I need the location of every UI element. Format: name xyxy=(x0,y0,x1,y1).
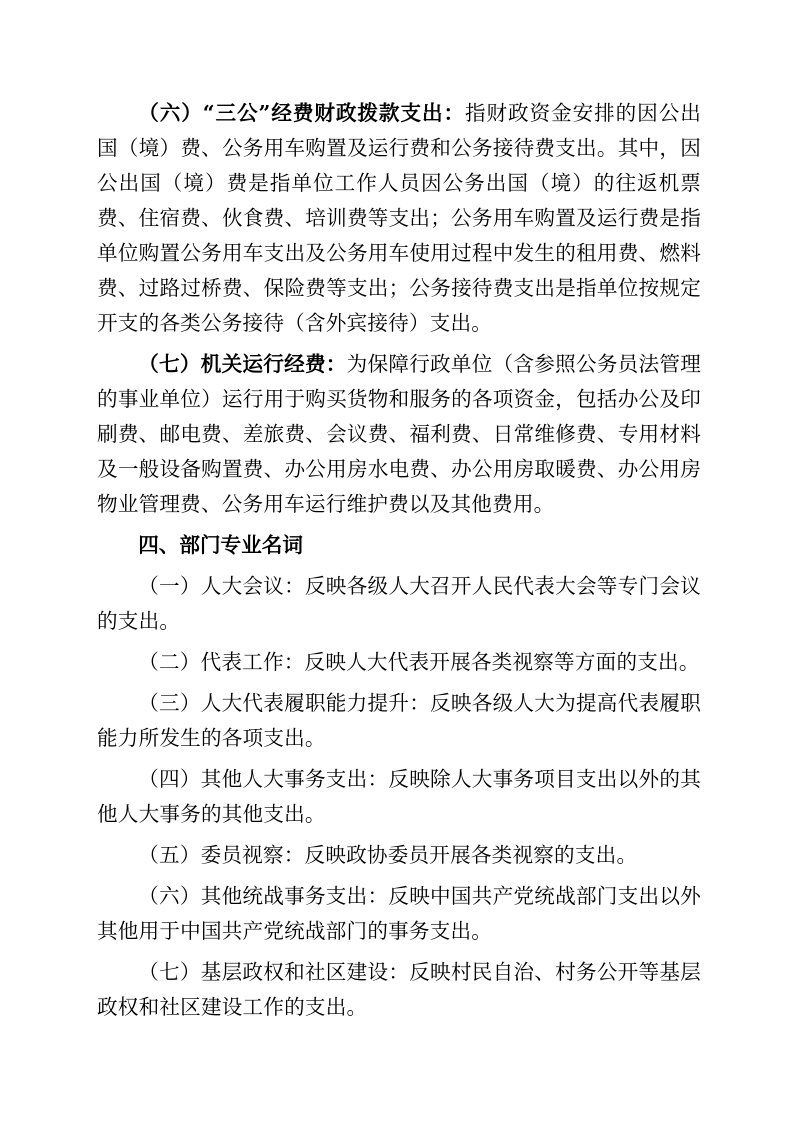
term-item: （一）人大会议：反映各级人大召开人民代表大会等专门会议的支出。 xyxy=(97,574,701,633)
term-item: （四）其他人大事务支出：反映除人大事务项目支出以外的其他人大事务的其他支出。 xyxy=(97,767,701,826)
paragraph-body: 指财政资金安排的因公出国（境）费、公务用车购置及运行费和公务接待费支出。其中，因公出国（境）费是指单位工作人员因公务出国（境）的往返机票费、住宿费、伙食费、培训费等支出；公务用车购置及运行费是指单位购置公务用车支出及公务用车使用过程中发生的租用费、燃料费、过路过桥费、保险费等支出；公务接待费支出是指单位按规定开支的各类公务接待（含外宾接待）支出。 xyxy=(97,101,702,335)
term-item: （二）代表工作：反映人大代表开展各类视察等方面的支出。 xyxy=(138,650,700,674)
paragraph-agency-operating-expenses xyxy=(97,347,701,522)
document-page xyxy=(97,96,701,1031)
paragraph-body: 为保障行政单位（含参照公务员法管理的事业单位）运行用于购买货物和服务的各项资金，包括办公及印刷费、邮电费、差旅费、会议费、福利费、日常维修费、专用材料及一般设备购置费、办公用房水电费、办公用房取暖费、办公用房物业管理费、公务用车运行维护费以及其他费用。 xyxy=(97,352,701,516)
term-item: （七）基层政权和社区建设：反映村民自治、村务公开等基层政权和社区建设工作的支出。 xyxy=(97,960,701,1019)
term-item: （六）其他统战事务支出：反映中国共产党统战部门支出以外其他用于中国共产党统战部门的事务支出。 xyxy=(97,884,701,943)
paragraph-lead: （七）机关运行经费： xyxy=(138,352,347,376)
term-item: （三）人大代表履职能力提升：反映各级人大为提高代表履职能力所发生的各项支出。 xyxy=(97,691,701,750)
paragraph-lead: （六）“三公”经费财政拨款支出： xyxy=(138,101,466,125)
paragraph-three-public-expenses xyxy=(97,96,701,341)
section-heading: 四、部门专业名词 xyxy=(138,533,303,557)
term-item: （五）委员视察：反映政协委员开展各类视察的支出。 xyxy=(138,843,638,867)
